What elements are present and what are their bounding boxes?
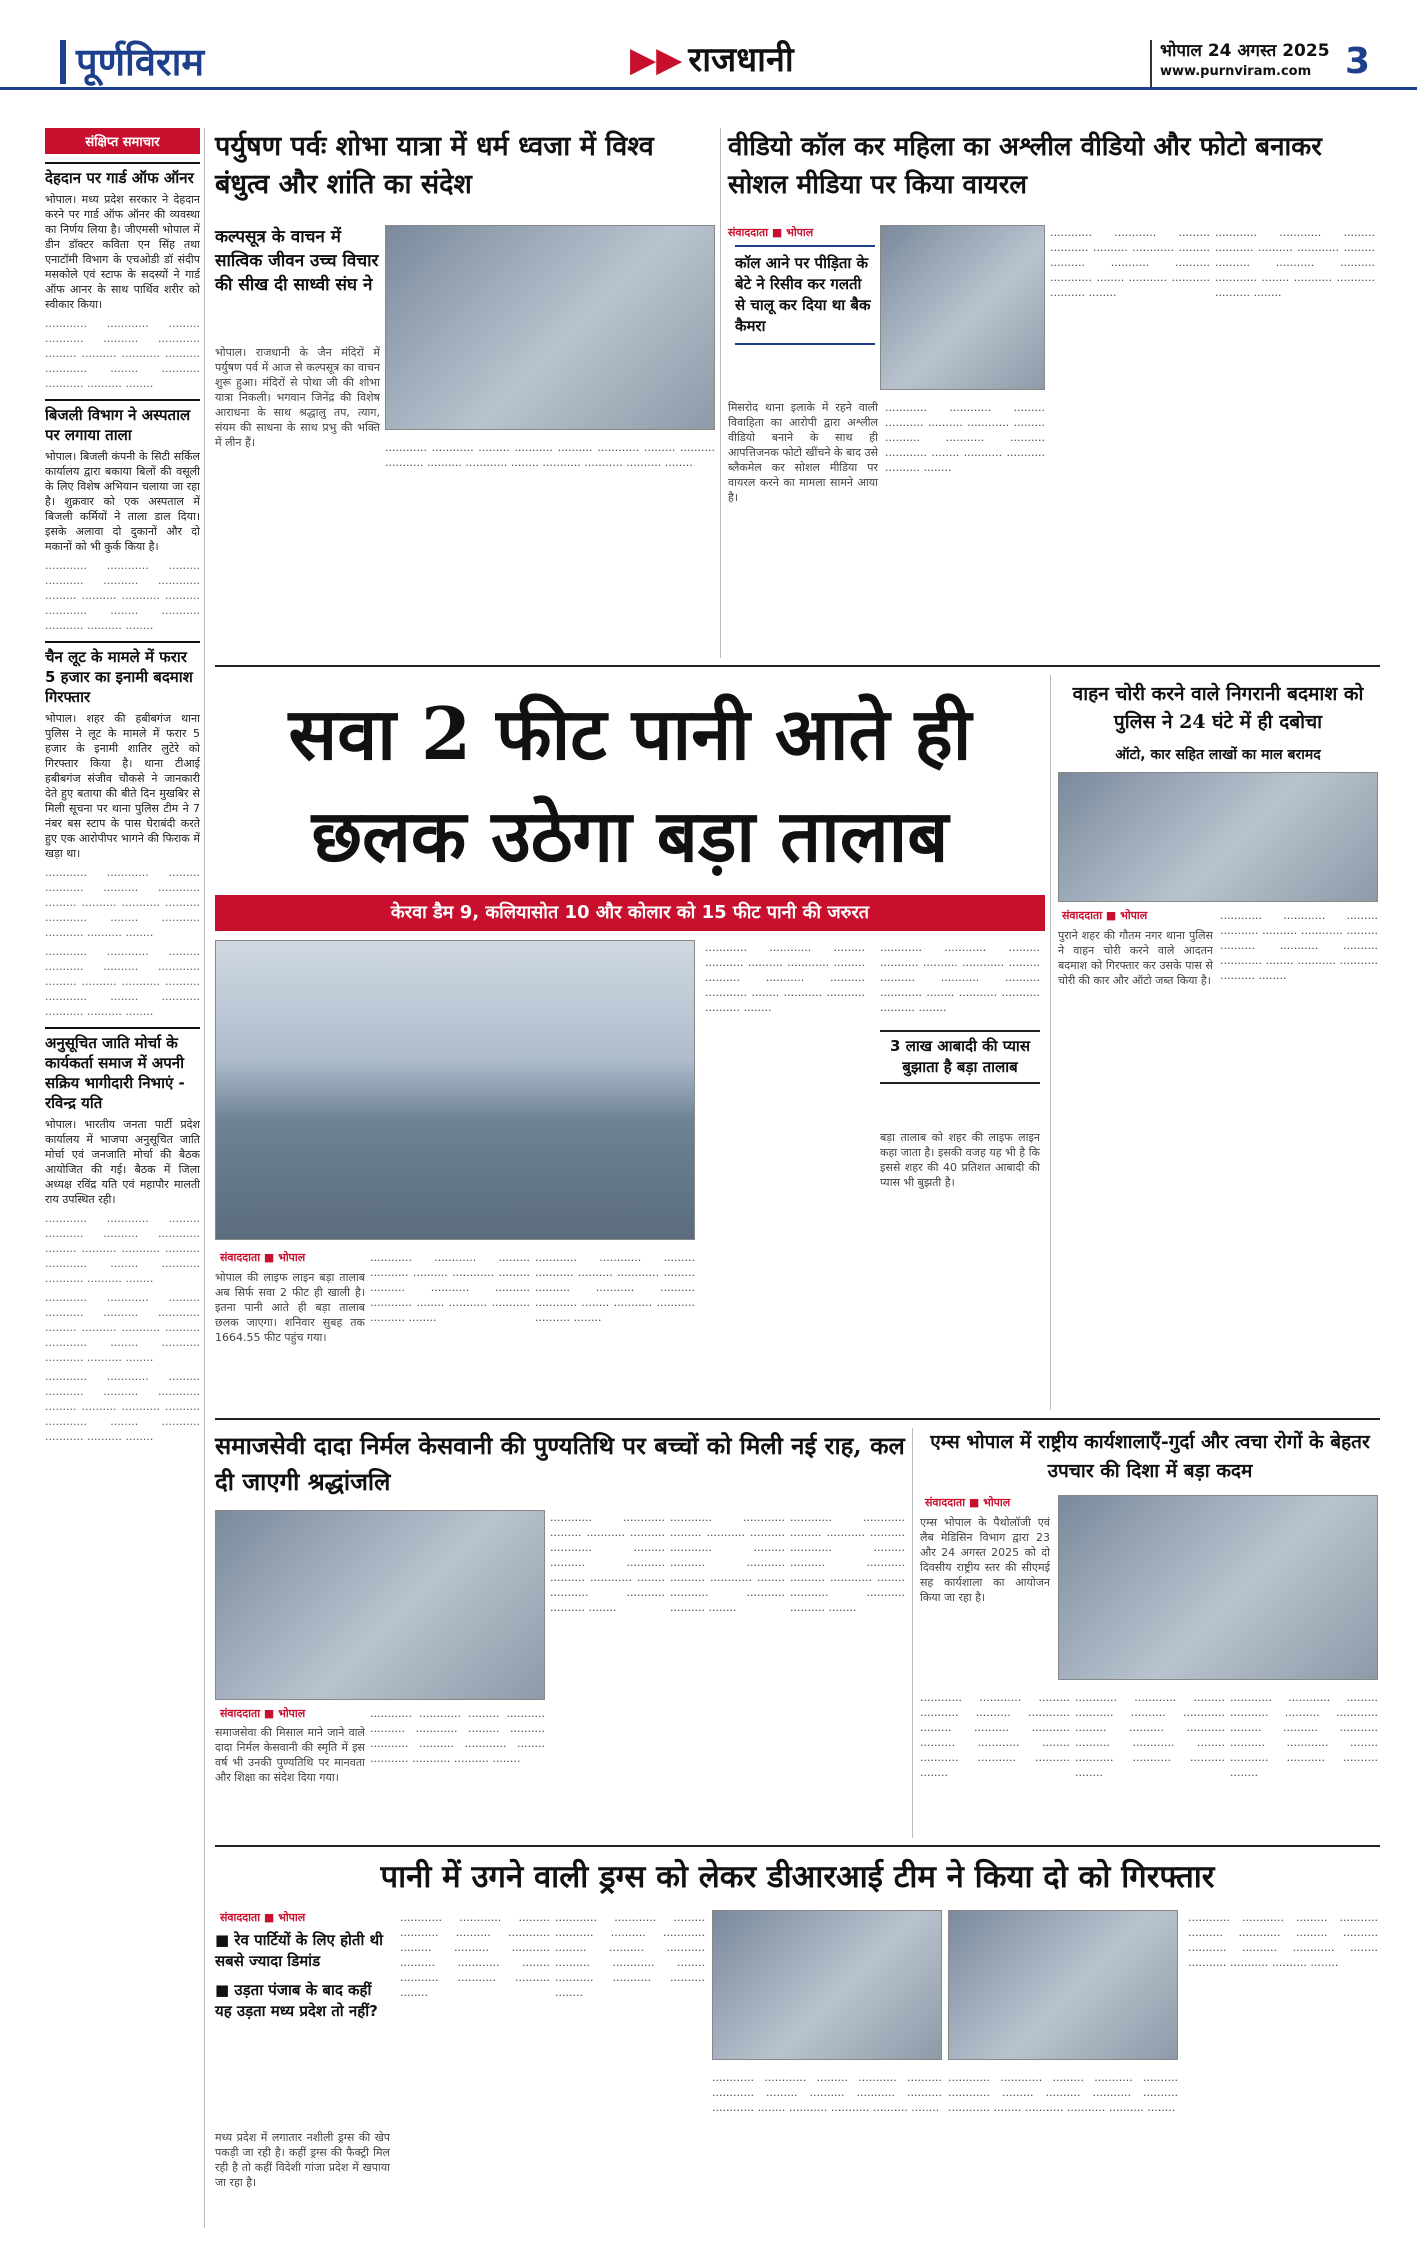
text-filler: ............ ............ ......... ........... .......... ............ ......... .......... ........... .......... ............ ........ ........... ........... .......... ........ [1188,1911,1378,1969]
bullet-text: रेव पार्टियों के लिए होती थी सबसे ज्यादा डिमांड [215,1931,384,1970]
story3-byline: संवाददाता ■ भोपाल [1062,909,1148,922]
story4-byline: संवाददाता ■ भोपाल [220,1707,306,1720]
lead-side-body: बड़ा तालाब को शहर की लाइफ लाइन कहा जाता है। इसकी वजह यह भी है कि इससे शहर की 40 प्रतिशत आबादी की प्यास भी बुझती है। [880,1131,1040,1189]
lead-side-headline: 3 लाख आबादी की प्यास बुझाता है बड़ा तालाब [880,1030,1040,1084]
text-filler: ............ ............ ......... ........... .......... ............ ......... .......... ........... .......... ............ ........ ........... ........... .......... ........ [370,1707,545,1765]
lead-body: भोपाल की लाइफ लाइन बड़ा तालाब अब सिर्फ सवा 2 फीट ही खाली है। इतना पानी आते ही बड़ा तालाब छलक जाएगा। शनिवार सुबह तक 1664.55 फीट पहुंच गया। [215,1271,365,1344]
children-tribute-photo [215,1510,545,1700]
story6-bullet-list [215,1930,390,2022]
text-filler: ............ ............ ......... ........... .......... ............ ......... .......... ........... .......... ............ ........ ........... ........... .......... ........ [880,941,1040,1014]
bullet-item [215,1930,390,1972]
page-number: 3 [1344,41,1370,82]
story6-headline[interactable]: पानी में उगने वाली ड्रग्स को लेकर डीआरआई टीम ने किया दो को गिरफ्तार [380,1859,1215,1895]
brief-headline[interactable]: देहदान पर गार्ड ऑफ ऑनर [45,162,200,188]
story3-headline[interactable]: वाहन चोरी करने वाले निगरानी बदमाश को पुलिस ने 24 घंटे में ही दबोचा [1072,683,1364,733]
square-bullet-icon: ■ [215,1931,235,1949]
section-rule [215,1418,1380,1420]
brief-body: भोपाल। मध्य प्रदेश सरकार ने देहदान करने पर गार्ड ऑफ ऑनर की व्यवस्था का निर्णय लिया है। जीएमसी भोपाल में डीन डॉक्टर कविता एन सिंह तथा एनाटॉमी विभाग के एचओडी डॉ संदीप मसकोले एवं स्टाफ के सदस्यों ने गार्ड ऑफ आनर के साथ पार्थिव शरीर को स्वीकार किया। [45,193,200,311]
text-filler: ............ ............ ......... ........... .......... ............ ......... .......... ........... .......... ............ ........ ........... ........... .......... ........ [45,945,200,1018]
text-filler: ............ ............ ......... ........... .......... ............ ......... .......... ........... .......... ............ ........ ........... ........... .......... ........ [712,2071,942,2114]
text-filler: ............ ............ ......... ........... .......... ............ ......... .......... ........... .......... ............ ........ ........... ........... .......... ........ [1075,1691,1225,1779]
train-interior-photo [948,1910,1178,2060]
brief-news-column [45,128,205,2228]
column-rule [912,1428,913,1838]
story5-headline[interactable]: एम्स भोपाल में राष्ट्रीय कार्यशालाएँ-गुर्दा और त्वचा रोगों के बेहतर उपचार की दिशा में बड़ा कदम [930,1431,1370,1482]
story1-headline[interactable]: पर्युषण पर्वः शोभा यात्रा में धर्म ध्वजा में विश्व बंधुत्व और शांति का संदेश [215,131,654,200]
police-seized-vehicles-photo [1058,772,1378,902]
story1-subhead: कल्पसूत्र के वाचन में सात्विक जीवन उच्च विचार की सीख दी साध्वी संघ ने [215,227,379,295]
section-rule [215,1845,1380,1847]
text-filler: ............ ............ ......... ........... .......... ............ ......... .......... ........... .......... ............ ........ ........... ........... .......... ........ [45,317,200,390]
lake-boats-photo [215,940,695,1240]
woman-phone-photo [880,225,1045,390]
website-url[interactable]: www.purnviram.com [1160,64,1312,79]
story5-byline: संवाददाता ■ भोपाल [925,1496,1011,1509]
masthead [0,0,1417,90]
procession-photo [385,225,715,430]
column-rule [1050,675,1051,1410]
story4-body: समाजसेवा की मिसाल माने जाने वाले दादा निर्मल केसवानी की स्मृति में इस वर्ष भी उनकी पुण्यतिथि पर मानवता और शिक्षा का संदेश दिया गया। [215,1726,365,1784]
brief-news-tag: संक्षिप्त समाचार [45,128,200,154]
text-filler: ............ ............ ......... ........... .......... ............ ......... .......... ........... .......... ............ ........ ........... ........... .......... ........ [400,1911,550,1999]
story1-body: भोपाल। राजधानी के जैन मंदिरों में पर्युषण पर्व में आज से कल्पसूत्र का वाचन शुरू हुआ। मंदिरों से पोथा जी की शोभा यात्रा निकली। भगवान जिनेंद्र की विशेष आराधना के साथ श्रद्धालु तप, त्याग, संयम की साधना के साथ प्रभु की भक्ति में लीन हैं। [215,346,380,449]
text-filler: ............ ............ ......... ........... .......... ............ ......... .......... ........... .......... ............ ........ ........... ........... .......... ........ [920,1691,1070,1779]
story6-byline: संवाददाता ■ भोपाल [220,1911,306,1924]
story2-pullquote: कॉल आने पर पीड़िता के बेटे ने रिसीव कर गलती से चालू कर दिया था बैक कैमरा [735,245,875,345]
brief-headline[interactable]: चैन लूट के मामले में फरार 5 हजार का इनामी बदमाश गिरफ्तार [45,641,200,707]
newspaper-logo[interactable]: पूर्णविराम [60,40,204,84]
lead-headline-line1[interactable]: सवा 2 फीट पानी आते ही [288,691,972,776]
text-filler: ............ ............ ......... ........... .......... ............ ......... .......... ........... .......... ............ ........ ........... ........... .......... ........ [1220,909,1378,982]
text-filler: ............ ............ ......... ........... .......... ............ ......... .......... ........... .......... ............ ........ ........... ........... .......... ........ [555,1911,705,1999]
bullet-item [215,1980,390,2022]
text-filler: ............ ............ ......... ........... .......... ............ ......... .......... ........... .......... ............ ........ ........... ........... .......... ........ [45,1291,200,1364]
award-ceremony-photo [1058,1495,1378,1680]
brief-body: भोपाल। भारतीय जनता पार्टी प्रदेश कार्यालय में भाजपा अनुसूचित जाति मोर्चा एवं जनजाति मोर्चा की बैठक आयोजित की गई। बैठक में जिला अध्यक्ष रविंद्र यति एवं महापौर मालती राय उपस्थित रही। [45,1118,200,1206]
story3-subhead: ऑटो, कार सहित लाखों का माल बरामद [1115,747,1321,763]
text-filler: ............ ............ ......... ........... .......... ............ ......... .......... ........... .......... ............ ........ ........... ........... .......... ........ [550,1511,665,1614]
story6-body: मध्य प्रदेश में लगातार नशीली ड्रग्स की खेप पकड़ी जा रही है। कहीं ड्रग्स की फैक्ट्री मिल रही है तो कहीं विदेशी गांजा प्रदेश में खपाया जा रहा है। [215,2131,390,2189]
double-arrow-icon: ▶▶ [630,40,683,80]
text-filler: ............ ............ ......... ........... .......... ............ ......... .......... ........... .......... ............ ........ ........... ........... .......... ........ [705,941,865,1014]
square-bullet-icon: ■ [215,1981,235,1999]
text-filler: ............ ............ ......... ........... .......... ............ ......... .......... ........... .......... ............ ........ ........... ........... .......... ........ [45,559,200,632]
brief-headline[interactable]: अनुसूचित जाति मोर्चा के कार्यकर्ता समाज में अपनी सक्रिय भागीदारी निभाएं - रविन्द्र यति [45,1027,200,1113]
issue-date: भोपाल 24 अगस्त 2025 [1160,41,1330,61]
text-filler: ............ ............ ......... ........... .......... ............ ......... .......... ........... .......... ............ ........ ........... ........... .......... ........ [885,401,1045,474]
text-filler: ............ ............ ......... ........... .......... ............ ......... .......... ........... .......... ............ ........ ........... ........... .......... ........ [948,2071,1178,2114]
section-title [630,38,794,82]
brief-body: भोपाल। शहर की हबीबगंज थाना पुलिस ने लूट के मामले में फरार 5 हजार के इनामी शातिर लुटेरे को गिरफ्तार किया है। थाना टीआई हबीबगंज संजीव चौकसे ने जानकारी देते हुए बताया की बीते दिन मुखबिर से मिली सूचना पर थाना पुलिस टीम ने 7 नंबर बस स्टाप के पास घेराबंदी करते हुए एक आरोपीपर भागने की फिराक में खड़ा था। [45,712,200,860]
column-rule [720,128,721,658]
story2-byline: संवाददाता ■ भोपाल [728,226,814,239]
bullet-text: उड़ता पंजाब के बाद कहीं यह उड़ता मध्य प्रदेश तो नहीं? [215,1981,378,2020]
story4-headline[interactable]: समाजसेवी दादा निर्मल केसवानी की पुण्यतिथि पर बच्चों को मिली नई राह, कल दी जाएगी श्रद्धांजलि [215,1431,905,1496]
lead-strap: केरवा डैम 9, कलियासोत 10 और कोलार को 15 फीट पानी की जरुरत [215,895,1045,931]
story2-headline[interactable]: वीडियो कॉल कर महिला का अश्लील वीडियो और फोटो बनाकर सोशल मीडिया पर किया वायरल [728,132,1322,200]
story3-body: पुराने शहर की गौतम नगर थाना पुलिस ने वाहन चोरी करने वाले आदतन बदमाश को गिरफ्तार कर उसके पास से चोरी की कार और ऑटो जब्त किया है। [1058,929,1213,987]
story2-body: मिसरोद थाना इलाके में रहने वाली विवाहिता का आरोपी द्वारा अश्लील वीडियो बनाने के साथ ही आपत्तिजनक फोटो खींचने के बाद उसे ब्लैकमेल कर सोशल मीडिया पर वायरल करने का मामला सामने आया है। [728,401,878,504]
text-filler: ............ ............ ......... ........... .......... ............ ......... .......... ........... .......... ............ ........ ........... ........... .......... ........ [1215,226,1375,299]
brief-headline[interactable]: बिजली विभाग ने अस्पताल पर लगाया ताला [45,399,200,445]
text-filler: ............ ............ ......... ........... .......... ............ ......... .......... ........... .......... ............ ........ ........... ........... .......... ........ [790,1511,905,1614]
lead-headline-line2[interactable]: छलक उठेगा बड़ा तालाब [311,793,949,878]
date-box [1150,40,1380,88]
brief-body: भोपाल। बिजली कंपनी के सिटी सर्किल कार्यालय द्वारा बकाया बिलों की वसूली के लिए विशेष अभियान चलाया जा रहा है। शुक्रवार को एक अस्पताल में बिजली कर्मियों ने ताला डाल दिया। इसके अलावा दो दुकानों और दो मकानों को भी कुर्क किया है। [45,450,200,553]
text-filler: ............ ............ ......... ........... .......... ............ ......... .......... ........... .......... ............ ........ ........... ........... .......... ........ [385,441,715,469]
text-filler: ............ ............ ......... ........... .......... ............ ......... .......... ........... .......... ............ ........ ........... ........... .......... ........ [370,1251,530,1324]
text-filler: ............ ............ ......... ........... .......... ............ ......... .......... ........... .......... ............ ........ ........... ........... .......... ........ [45,1212,200,1285]
story5-body: एम्स भोपाल के पैथोलॉजी एवं लैब मेडिसिन विभाग द्वारा 23 और 24 अगस्त 2025 को दो दिवसीय राष्ट्रीय स्तर की सीएमई सह कार्यशाला का आयोजन किया जा रहा है। [920,1516,1050,1604]
text-filler: ............ ............ ......... ........... .......... ............ ......... .......... ........... .......... ............ ........ ........... ........... .......... ........ [45,1370,200,1443]
text-filler: ............ ............ ......... ........... .......... ............ ......... .......... ........... .......... ............ ........ ........... ........... .......... ........ [535,1251,695,1324]
text-filler: ............ ............ ......... ........... .......... ............ ......... .......... ........... .......... ............ ........ ........... ........... .......... ........ [45,866,200,939]
seized-drugs-photo [712,1910,942,2060]
lead-byline: संवाददाता ■ भोपाल [220,1251,306,1264]
text-filler: ............ ............ ......... ........... .......... ............ ......... .......... ........... .......... ............ ........ ........... ........... .......... ........ [670,1511,785,1614]
text-filler: ............ ............ ......... ........... .......... ............ ......... .......... ........... .......... ............ ........ ........... ........... .......... ........ [1230,1691,1378,1779]
text-filler: ............ ............ ......... ........... .......... ............ ......... .......... ........... .......... ............ ........ ........... ........... .......... ........ [1050,226,1210,299]
section-rule [215,665,1380,667]
section-label: राजधानी [688,40,794,80]
